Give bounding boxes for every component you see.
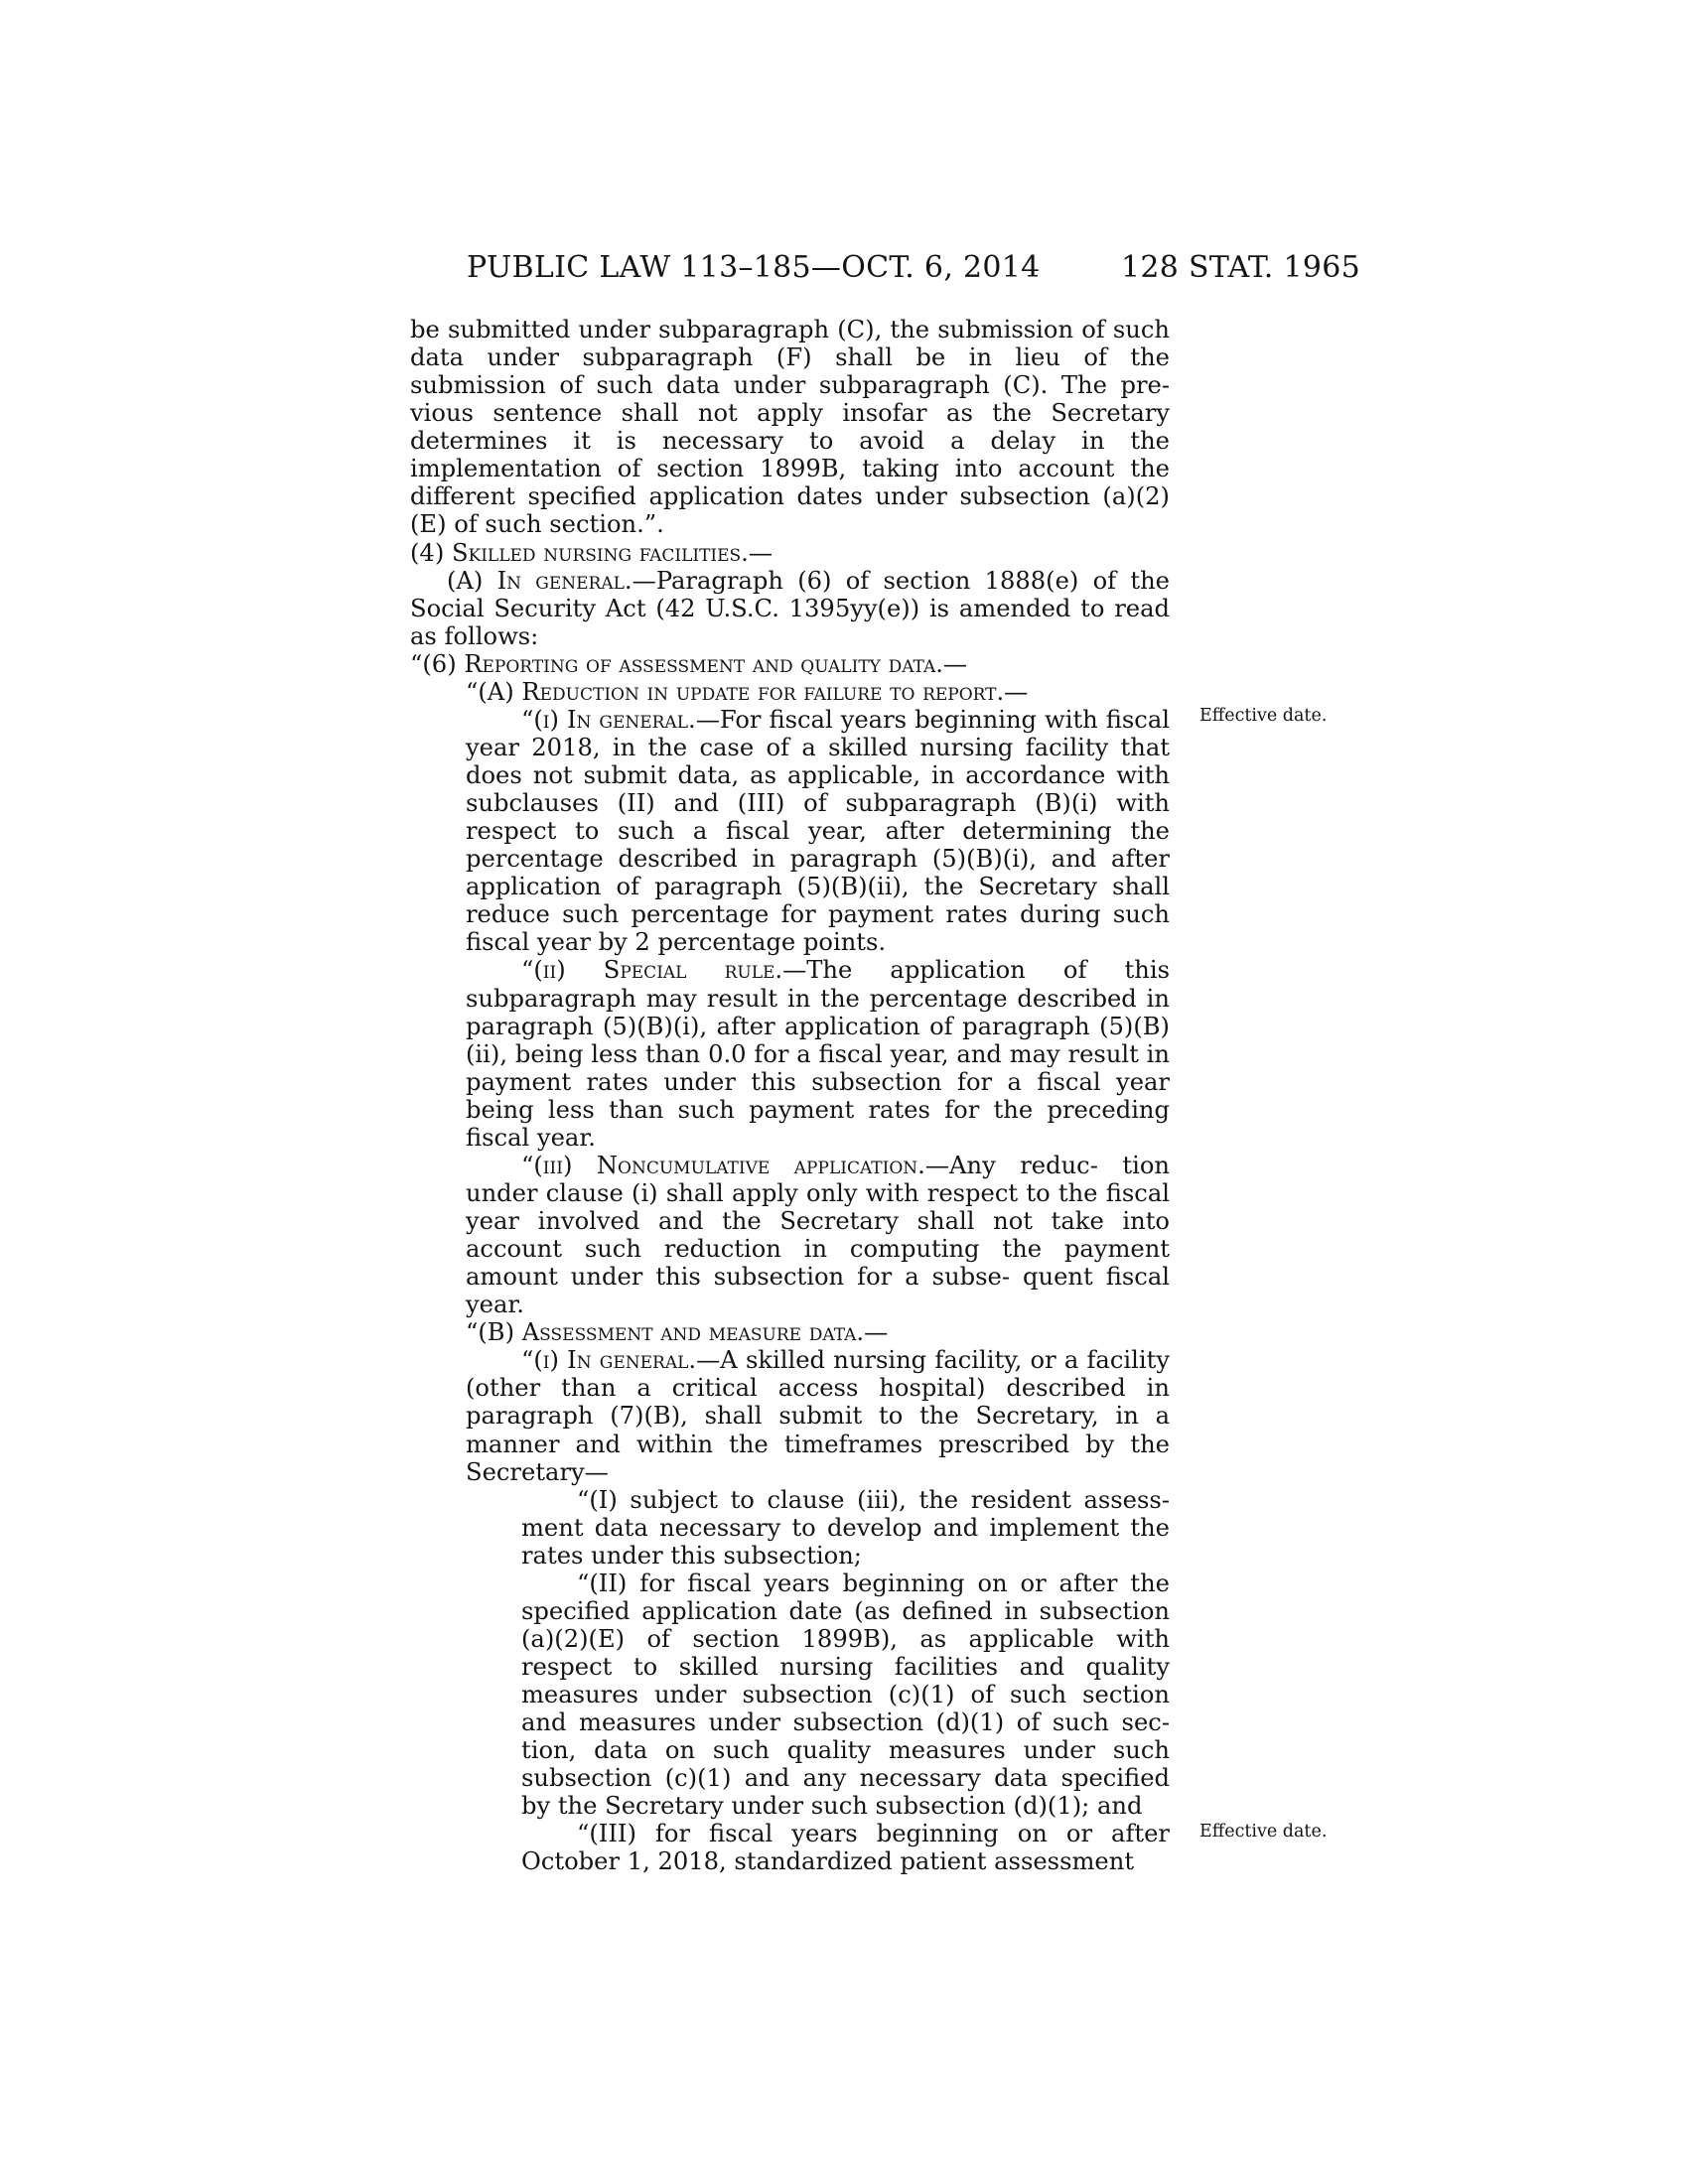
continued-paragraph: be submitted under subparagraph (C), the submission of such data under subparagraph (F) shall be in lieu of the submission of such data under subparagraph (C). The pre- vious sentence shall not apply insofar as the Secretary determines it is necessary to avoid a delay in the implementation of section 1899B, taking into account the different specified application dates under subsection (a)(2)(E) of such section.”.	[410, 316, 1170, 539]
quoted-subparagraph-A-heading: “(A) Reduction in update for failure to report.—	[466, 677, 1029, 706]
quoted-subclause-B-i-I: “(I) subject to clause (iii), the resident assess- ment data necessary to develop and implement the rates under this subsection;	[521, 1485, 1170, 1570]
clause-A-iii-text: —Any reduc- tion under clause (i) shall apply only with respect to the fiscal year involved and the Secretary shall not take into account such reduction in computing the payment amount under this subsection for a subse- quent fiscal year.	[466, 1151, 1170, 1319]
quoted-subclause-B-i-II: “(II) for fiscal years beginning on or after the specified application date (as defined in subsection (a)(2)(E) of section 1899B), as applicable with respect to skilled nursing facilities and quality measures under subsection (c)(1) of such section and measures under subsection (d)(1) of such sec- tion, data on such quality measures under such subsection (c)(1) and any necessary data specified by the Secretary under such subsection (d)(1); and	[521, 1569, 1170, 1821]
quoted-subclause-B-i-III: “(III) for fiscal years beginning on or after October 1, 2018, standardized patient assessment	[521, 1820, 1170, 1876]
clause-A-i-text: —For fiscal years beginning with fiscal year 2018, in the case of a skilled nursing facility that does not submit data, as applicable, in accordance with subclauses (II) and (III) of subparagraph (B)(i) with respect to such a fiscal year, after determining the percentage described in paragraph (5)(B)(i), and after application of paragraph (5)(B)(ii), the Secretary shall reduce such percentage for payment rates during such fiscal year by 2 percentage points.	[466, 705, 1170, 957]
document-body	[410, 316, 1170, 1876]
clause-A-ii-text: —The application of this subparagraph may result in the percentage described in paragraph (5)(B)(i), after application of paragraph (5)(B)(ii), being less than 0.0 for a fiscal year, and may result in payment rates under this subsection for a fiscal year being less than such payment rates for the preceding fiscal year.	[466, 956, 1170, 1152]
paragraph-4-heading: (4) Skilled nursing facilities.—	[410, 538, 774, 567]
clause-B-i-text: —A skilled nursing facility, or a facility (other than a critical access hospital) described in paragraph (7)(B), shall submit to the Secretary, in a manner and within the timeframes prescribed by the Secretary—	[466, 1346, 1170, 1486]
running-header-title: PUBLIC LAW 113–185—OCT. 6, 2014	[467, 250, 1041, 285]
clause-A-iii-heading: “(iii) Noncumulative application.	[521, 1151, 925, 1179]
subparagraph-A	[410, 567, 1170, 650]
quoted-clause-A-ii	[410, 956, 1170, 1151]
clause-B-i-heading: “(i) In general.	[521, 1346, 697, 1375]
clause-A-ii-heading: “(ii) Special rule.	[521, 956, 783, 985]
clause-A-i-heading: “(i) In general.	[521, 705, 696, 734]
subparagraph-A-heading: (A) In general.	[447, 566, 633, 595]
quoted-paragraph-6-heading: “(6) Reporting of assessment and quality data.—	[410, 649, 968, 678]
margin-note-effective-date: Effective date.	[1199, 1822, 1328, 1842]
quoted-clause-A-iii	[410, 1152, 1170, 1318]
subparagraph-A-text: —Paragraph (6) of section 1888(e) of the Social Security Act (42 U.S.C. 1395yy(e)) is amended to read as follows:	[410, 566, 1170, 650]
running-header-page-number: 128 STAT. 1965	[1121, 250, 1360, 285]
quoted-subparagraph-B-heading: “(B) Assessment and measure data.—	[466, 1318, 889, 1347]
quoted-clause-B-i	[410, 1346, 1170, 1485]
quoted-clause-A-i	[410, 706, 1170, 957]
margin-note-effective-date: Effective date.	[1199, 706, 1328, 726]
